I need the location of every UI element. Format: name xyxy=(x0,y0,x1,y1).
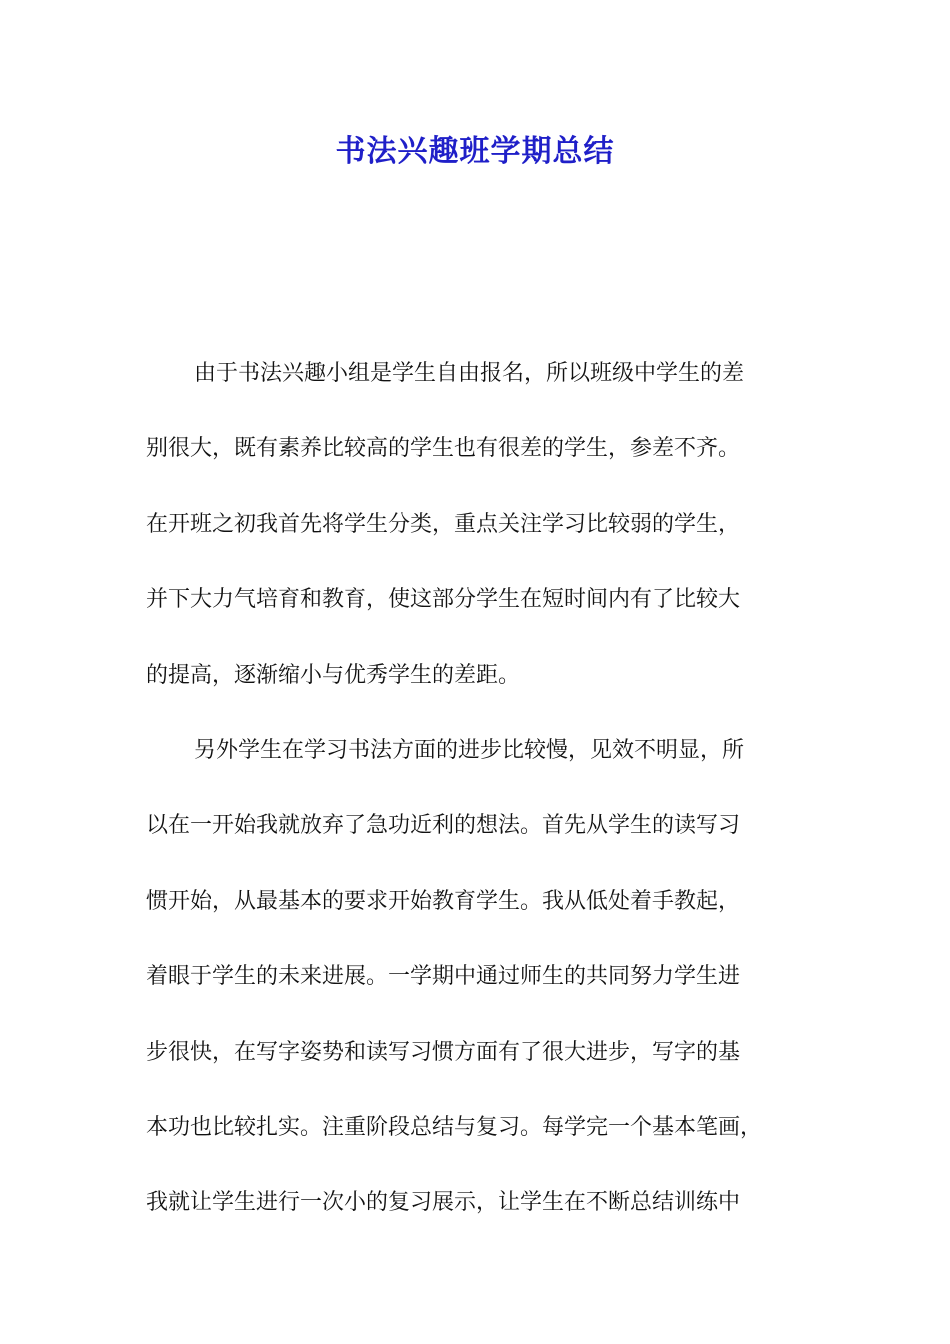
paragraph-line: 别很大，既有素养比较高的学生也有很差的学生，参差不齐。 xyxy=(146,436,741,462)
paragraph-line: 惯开始，从最基本的要求开始教育学生。我从低处着手教起， xyxy=(146,888,741,914)
paragraph-line: 在开班之初我首先将学生分类，重点关注学习比较弱的学生， xyxy=(146,511,741,537)
paragraph-line: 本功也比较扎实。注重阶段总结与复习。每学完一个基本笔画， xyxy=(146,1114,763,1140)
paragraph-line: 步很快，在写字姿势和读写习惯方面有了很大进步，写字的基 xyxy=(146,1039,741,1065)
paragraph-line: 以在一开始我就放弃了急功近利的想法。首先从学生的读写习 xyxy=(146,813,741,839)
document-body xyxy=(146,336,826,1241)
paragraph-line: 着眼于学生的未来进展。一学期中通过师生的共同努力学生进 xyxy=(146,964,741,990)
paragraph-line: 由于书法兴趣小组是学生自由报名，所以班级中学生的差 xyxy=(194,361,745,386)
paragraph-line: 并下大力气培育和教育，使这部分学生在短时间内有了比较大 xyxy=(146,587,741,613)
paragraph-line: 的提高，逐渐缩小与优秀学生的差距。 xyxy=(146,662,521,688)
paragraph-line: 我就让学生进行一次小的复习展示，让学生在不断总结训练中 xyxy=(146,1190,741,1216)
paragraph-line: 另外学生在学习书法方面的进步比较慢，见效不明显，所 xyxy=(194,737,745,763)
document-title: 书法兴趣班学期总结 xyxy=(335,134,615,169)
